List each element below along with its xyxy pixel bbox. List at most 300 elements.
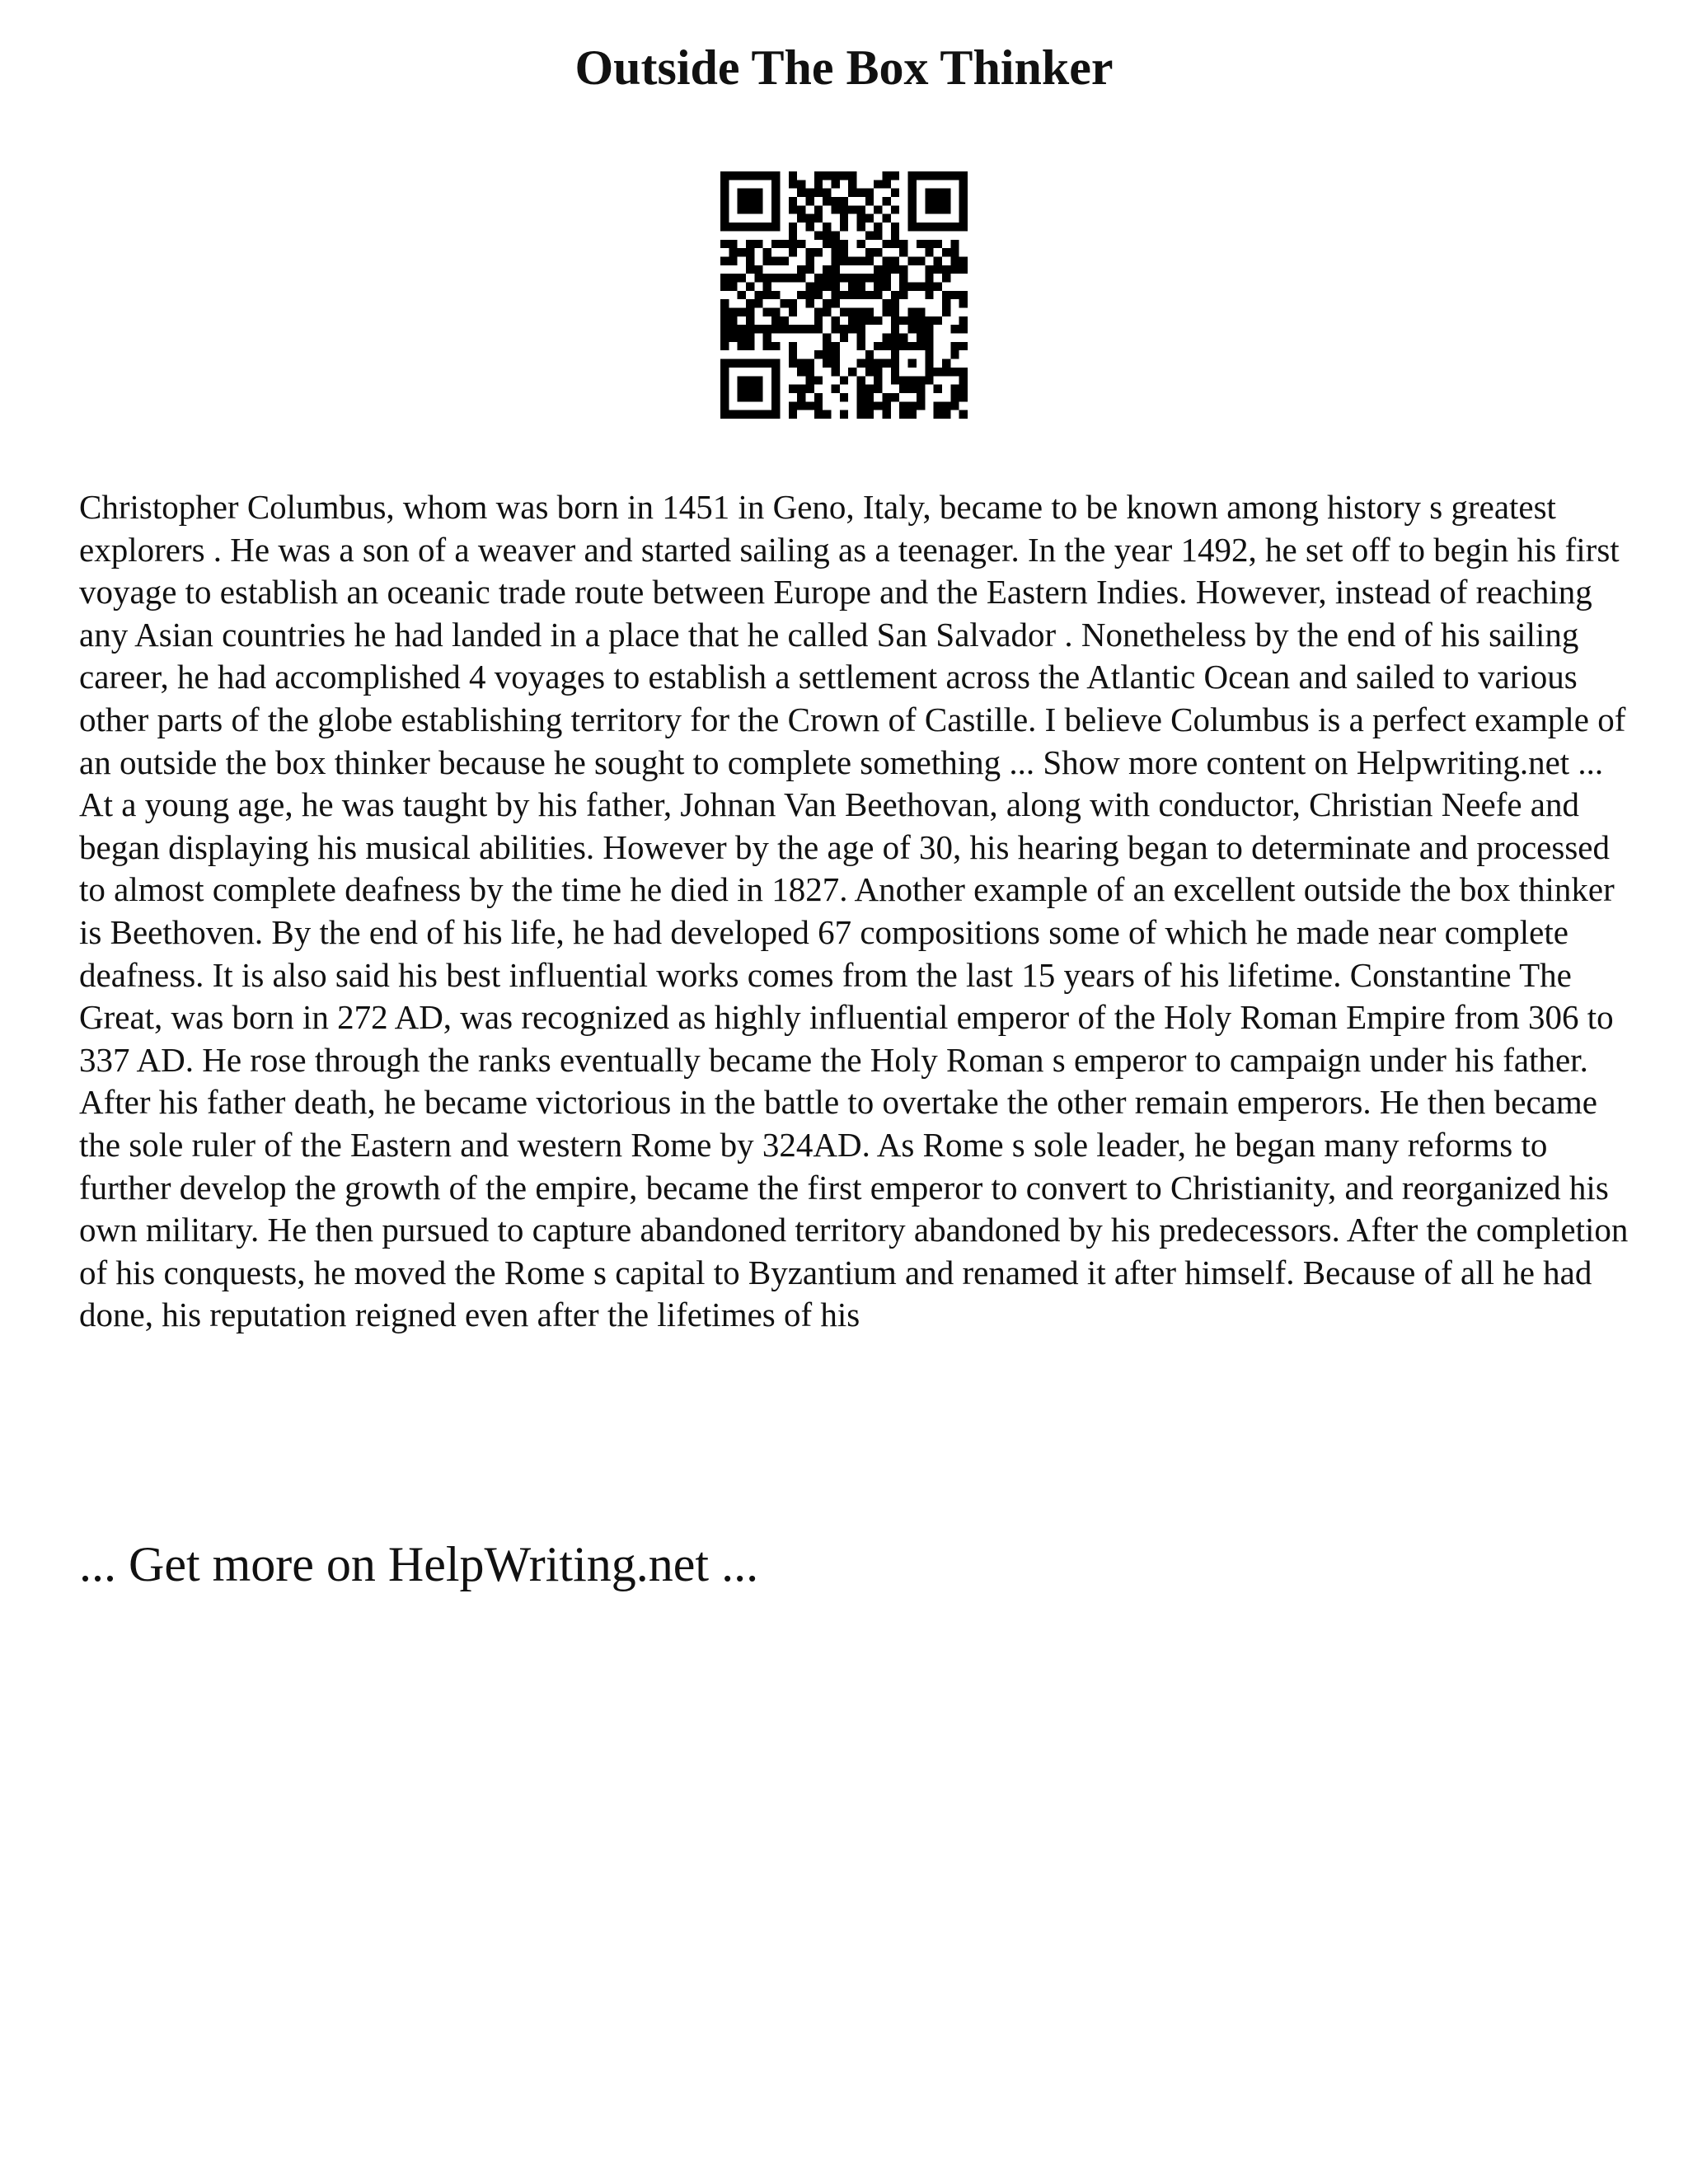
qr-module: [891, 231, 899, 239]
qr-module: [746, 299, 754, 307]
qr-module: [925, 334, 933, 342]
qr-module: [942, 410, 950, 419]
qr-module: [865, 248, 874, 256]
qr-module: [738, 385, 746, 393]
qr-module: [720, 325, 729, 333]
qr-module: [883, 410, 891, 419]
qr-module: [934, 197, 942, 205]
qr-module: [857, 205, 865, 213]
qr-module: [891, 205, 899, 213]
qr-module: [857, 342, 865, 350]
qr-module: [934, 240, 942, 248]
qr-module: [805, 299, 814, 307]
qr-module: [959, 223, 968, 231]
qr-module: [771, 359, 780, 368]
qr-module: [738, 393, 746, 401]
qr-module: [738, 274, 746, 282]
qr-module: [805, 223, 814, 231]
qr-module: [883, 401, 891, 410]
qr-module: [959, 325, 968, 333]
qr-module: [950, 248, 959, 256]
qr-module: [831, 316, 839, 325]
qr-module: [720, 282, 729, 290]
qr-module: [823, 299, 831, 307]
get-more-link[interactable]: ... Get more on HelpWriting.net ...: [79, 1537, 759, 1591]
qr-module: [874, 342, 882, 350]
qr-module: [908, 189, 917, 197]
qr-module: [720, 376, 729, 384]
qr-module: [934, 316, 942, 325]
qr-module: [848, 256, 856, 265]
qr-module: [959, 205, 968, 213]
qr-module: [848, 180, 856, 188]
qr-module: [823, 410, 831, 419]
qr-module: [738, 205, 746, 213]
qr-module: [805, 282, 814, 290]
qr-module: [729, 240, 737, 248]
qr-module: [738, 197, 746, 205]
qr-module: [925, 171, 933, 180]
qr-module: [789, 299, 797, 307]
qr-module: [950, 223, 959, 231]
qr-module: [942, 359, 950, 368]
qr-module: [805, 325, 814, 333]
qr-module: [831, 359, 839, 368]
qr-module: [908, 171, 917, 180]
qr-module: [797, 368, 805, 376]
qr-module: [797, 385, 805, 393]
qr-module: [720, 308, 729, 316]
qr-module: [891, 223, 899, 231]
qr-module: [857, 316, 865, 325]
qr-module: [720, 274, 729, 282]
qr-module: [848, 171, 856, 180]
qr-module: [883, 256, 891, 265]
qr-module: [848, 325, 856, 333]
qr-module: [908, 180, 917, 188]
qr-module: [814, 189, 823, 197]
qr-module: [771, 325, 780, 333]
qr-module: [899, 240, 907, 248]
qr-module: [831, 248, 839, 256]
qr-module: [789, 274, 797, 282]
qr-module: [925, 240, 933, 248]
qr-module: [729, 223, 737, 231]
qr-module: [840, 376, 848, 384]
qr-module: [934, 385, 942, 393]
qr-module: [720, 171, 729, 180]
qr-module: [789, 401, 797, 410]
qr-module: [771, 223, 780, 231]
qr-module: [789, 359, 797, 368]
qr-module: [754, 410, 762, 419]
qr-module: [754, 299, 762, 307]
qr-module: [754, 393, 762, 401]
qr-module: [780, 240, 788, 248]
qr-module: [925, 359, 933, 368]
qr-module: [789, 180, 797, 188]
qr-module: [891, 342, 899, 350]
qr-module: [865, 410, 874, 419]
qr-module: [763, 342, 771, 350]
qr-module: [746, 282, 754, 290]
qr-module: [823, 265, 831, 274]
qr-code-graphic: [720, 171, 968, 419]
qr-module: [865, 401, 874, 410]
qr-module: [934, 223, 942, 231]
qr-module: [891, 350, 899, 359]
qr-module: [738, 325, 746, 333]
qr-module: [814, 376, 823, 384]
qr-module: [771, 197, 780, 205]
qr-module: [780, 316, 788, 325]
qr-module: [814, 316, 823, 325]
qr-module: [831, 325, 839, 333]
qr-module: [823, 359, 831, 368]
qr-module: [950, 393, 959, 401]
qr-module: [814, 393, 823, 401]
qr-module: [950, 291, 959, 299]
qr-module: [925, 316, 933, 325]
qr-module: [840, 291, 848, 299]
qr-module: [720, 410, 729, 419]
qr-module: [959, 316, 968, 325]
qr-module: [746, 359, 754, 368]
qr-module: [950, 171, 959, 180]
qr-module: [865, 256, 874, 265]
qr-module: [925, 274, 933, 282]
qr-module: [857, 189, 865, 197]
qr-module: [925, 205, 933, 213]
qr-module: [883, 274, 891, 282]
qr-module: [950, 342, 959, 350]
paragraph-columbus: Christopher Columbus, whom was born in 1451 in Geno, Italy, became to be known among history s greatest explorers . He was a son of a weaver and started sailing as a teenager. In the year 1492, he set off to begin his first voyage to establish an oceanic trade route between Europe and the Eastern Indies. However, instead of reaching any Asian countries he had landed in a place that he called San Salvador . Nonetheless by the end of his sailing career, he had accomplished 4 voyages to establish a settlement across the Atlantic Ocean and sailed to various other parts of the globe establishing territory for the Crown of Castille. I believe Columbus is a perfect example of an outside the box thinker because he sought to complete something ... Show more content on Helpwriting.net ...: [79, 488, 1626, 781]
qr-module: [925, 282, 933, 290]
qr-module: [891, 171, 899, 180]
qr-module: [857, 334, 865, 342]
qr-module: [848, 189, 856, 197]
qr-module: [959, 376, 968, 384]
qr-module: [874, 248, 882, 256]
qr-module: [729, 282, 737, 290]
article-body: [79, 486, 1629, 1337]
qr-module: [805, 248, 814, 256]
qr-module: [891, 368, 899, 376]
qr-module: [763, 171, 771, 180]
qr-module: [746, 308, 754, 316]
qr-module: [771, 342, 780, 350]
qr-module: [950, 385, 959, 393]
qr-module: [917, 256, 925, 265]
qr-module: [746, 325, 754, 333]
qr-module: [771, 376, 780, 384]
qr-module: [950, 350, 959, 359]
qr-module: [763, 223, 771, 231]
qr-module: [950, 401, 959, 410]
qr-module: [738, 376, 746, 384]
qr-module: [883, 393, 891, 401]
qr-module: [805, 401, 814, 410]
qr-module: [908, 223, 917, 231]
qr-module: [754, 274, 762, 282]
qr-module: [738, 248, 746, 256]
qr-module: [848, 308, 856, 316]
qr-module: [874, 231, 882, 239]
qr-module: [899, 342, 907, 350]
qr-module: [942, 197, 950, 205]
qr-module: [771, 240, 780, 248]
qr-module: [729, 334, 737, 342]
qr-module: [831, 265, 839, 274]
qr-module: [899, 282, 907, 290]
qr-module: [771, 256, 780, 265]
qr-module: [823, 171, 831, 180]
qr-module: [729, 316, 737, 325]
qr-module: [738, 291, 746, 299]
qr-module: [805, 256, 814, 265]
qr-module: [840, 256, 848, 265]
qr-module: [857, 240, 865, 248]
qr-module: [857, 274, 865, 282]
qr-module: [729, 171, 737, 180]
qr-module: [934, 171, 942, 180]
qr-module: [720, 180, 729, 188]
qr-module: [805, 291, 814, 299]
qr-module: [891, 393, 899, 401]
qr-module: [959, 180, 968, 188]
qr-module: [891, 359, 899, 368]
qr-module: [959, 189, 968, 197]
qr-module: [771, 189, 780, 197]
qr-module: [797, 359, 805, 368]
qr-module: [738, 410, 746, 419]
qr-module: [899, 265, 907, 274]
qr-module: [738, 334, 746, 342]
qr-module: [925, 376, 933, 384]
qr-module: [917, 393, 925, 401]
qr-module: [865, 316, 874, 325]
qr-module: [908, 316, 917, 325]
qr-module: [959, 256, 968, 265]
qr-module: [754, 197, 762, 205]
qr-module: [746, 171, 754, 180]
qr-module: [720, 223, 729, 231]
qr-module: [942, 171, 950, 180]
qr-module: [917, 385, 925, 393]
qr-module: [891, 299, 899, 307]
qr-code-icon: [720, 171, 968, 419]
qr-module: [789, 385, 797, 393]
qr-module: [917, 282, 925, 290]
qr-module: [840, 308, 848, 316]
qr-module: [797, 180, 805, 188]
qr-module: [738, 308, 746, 316]
qr-module: [874, 291, 882, 299]
qr-module: [771, 401, 780, 410]
qr-module: [857, 385, 865, 393]
qr-module: [908, 282, 917, 290]
qr-module: [746, 385, 754, 393]
qr-module: [754, 171, 762, 180]
qr-module: [891, 265, 899, 274]
qr-module: [959, 393, 968, 401]
qr-module: [959, 299, 968, 307]
qr-module: [797, 291, 805, 299]
qr-module: [908, 205, 917, 213]
qr-module: [771, 274, 780, 282]
qr-module: [883, 342, 891, 350]
qr-module: [805, 359, 814, 368]
qr-module: [908, 385, 917, 393]
qr-module: [771, 171, 780, 180]
qr-module: [925, 368, 933, 376]
qr-module: [874, 205, 882, 213]
qr-module: [831, 180, 839, 188]
qr-module: [883, 197, 891, 205]
qr-module: [754, 189, 762, 197]
qr-module: [883, 265, 891, 274]
qr-module: [848, 205, 856, 213]
qr-module: [763, 308, 771, 316]
qr-module: [763, 256, 771, 265]
qr-module: [874, 316, 882, 325]
qr-module: [823, 231, 831, 239]
qr-module: [917, 334, 925, 342]
qr-module: [899, 316, 907, 325]
qr-module: [823, 282, 831, 290]
qr-module: [865, 291, 874, 299]
qr-module: [917, 240, 925, 248]
qr-module: [720, 256, 729, 265]
qr-module: [865, 393, 874, 401]
qr-module: [797, 189, 805, 197]
qr-module: [729, 256, 737, 265]
qr-module: [831, 385, 839, 393]
qr-module: [720, 240, 729, 248]
qr-module: [814, 274, 823, 282]
qr-module: [934, 401, 942, 410]
qr-module: [857, 223, 865, 231]
qr-module: [899, 274, 907, 282]
qr-module: [771, 385, 780, 393]
qr-module: [908, 342, 917, 350]
qr-module: [746, 342, 754, 350]
qr-module: [891, 240, 899, 248]
qr-module: [942, 274, 950, 282]
qr-module: [789, 410, 797, 419]
qr-module: [754, 240, 762, 248]
qr-module: [917, 342, 925, 350]
qr-module: [789, 205, 797, 213]
qr-module: [840, 214, 848, 223]
qr-module: [797, 401, 805, 410]
qr-module: [865, 274, 874, 282]
qr-module: [874, 180, 882, 188]
qr-module: [942, 205, 950, 213]
qr-module: [917, 376, 925, 384]
qr-module: [917, 325, 925, 333]
qr-module: [908, 359, 917, 368]
qr-module: [720, 385, 729, 393]
qr-module: [934, 368, 942, 376]
qr-module: [883, 240, 891, 248]
qr-module: [874, 274, 882, 282]
qr-module: [942, 265, 950, 274]
qr-module: [720, 205, 729, 213]
qr-module: [950, 256, 959, 265]
qr-module: [746, 248, 754, 256]
qr-module: [797, 274, 805, 282]
qr-module: [891, 308, 899, 316]
qr-module: [865, 189, 874, 197]
qr-module: [908, 410, 917, 419]
qr-module: [917, 401, 925, 410]
qr-module: [814, 325, 823, 333]
qr-module: [959, 214, 968, 223]
qr-module: [754, 385, 762, 393]
qr-module: [899, 248, 907, 256]
qr-module: [831, 350, 839, 359]
qr-module: [950, 368, 959, 376]
qr-module: [814, 231, 823, 239]
qr-module: [746, 223, 754, 231]
qr-module: [934, 410, 942, 419]
qr-module: [908, 401, 917, 410]
qr-module: [729, 248, 737, 256]
qr-module: [754, 325, 762, 333]
qr-module: [874, 265, 882, 274]
qr-module: [899, 291, 907, 299]
qr-module: [934, 189, 942, 197]
qr-module: [720, 334, 729, 342]
qr-module: [942, 291, 950, 299]
qr-module: [831, 256, 839, 265]
qr-module: [925, 248, 933, 256]
qr-module: [848, 274, 856, 282]
qr-module: [857, 282, 865, 290]
qr-module: [831, 291, 839, 299]
qr-module: [823, 308, 831, 316]
qr-module: [780, 274, 788, 282]
qr-module: [934, 256, 942, 265]
qr-module: [883, 359, 891, 368]
qr-module: [814, 308, 823, 316]
qr-module: [942, 401, 950, 410]
qr-module: [771, 291, 780, 299]
qr-module: [823, 342, 831, 350]
qr-module: [754, 265, 762, 274]
qr-module: [797, 205, 805, 213]
qr-module: [814, 205, 823, 213]
qr-module: [934, 205, 942, 213]
qr-module: [720, 316, 729, 325]
qr-module: [831, 205, 839, 213]
qr-module: [797, 393, 805, 401]
paragraph-beethoven-constantine: At a young age, he was taught by his father, Johnan Van Beethovan, along with conductor, Christian Neefe and began displaying his musical abilities. However by the age of 30, his hearing began to determinate and processed to almost complete deafness by the time he died in 1827. Another example of an excellent outside the box thinker is Beethoven. By the end of his life, he had developed 67 compositions some of which he made near complete deafness. It is also said his best influential works comes from the last 15 years of his lifetime. Constantine The Great, was born in 272 AD, was recognized as highly influential emperor of the Holy Roman Empire from 306 to 337 AD. He rose through the ranks eventually became the Holy Roman s emperor to campaign under his father. After his father death, he became victorious in the battle to overtake the other remain emperors. He then became the sole ruler of the Eastern and western Rome by 324AD. As Rome s sole leader, he began many reforms to further develop the growth of the empire, became the first emperor to convert to Christianity, and reorganized his own military. He then pursued to capture abandoned territory abandoned by his predecessors. After the completion of his conquests, he moved the Rome s capital to Byzantium and renamed it after himself. Because of all he had done, his reputation reigned even after the lifetimes of his: [79, 785, 1629, 1334]
qr-module: [780, 299, 788, 307]
qr-module: [908, 214, 917, 223]
qr-module: [814, 291, 823, 299]
qr-module: [883, 299, 891, 307]
qr-module: [917, 316, 925, 325]
qr-module: [865, 368, 874, 376]
qr-module: [831, 240, 839, 248]
qr-module: [720, 368, 729, 376]
qr-module: [831, 299, 839, 307]
qr-module: [865, 350, 874, 359]
qr-module: [874, 385, 882, 393]
qr-module: [823, 350, 831, 359]
